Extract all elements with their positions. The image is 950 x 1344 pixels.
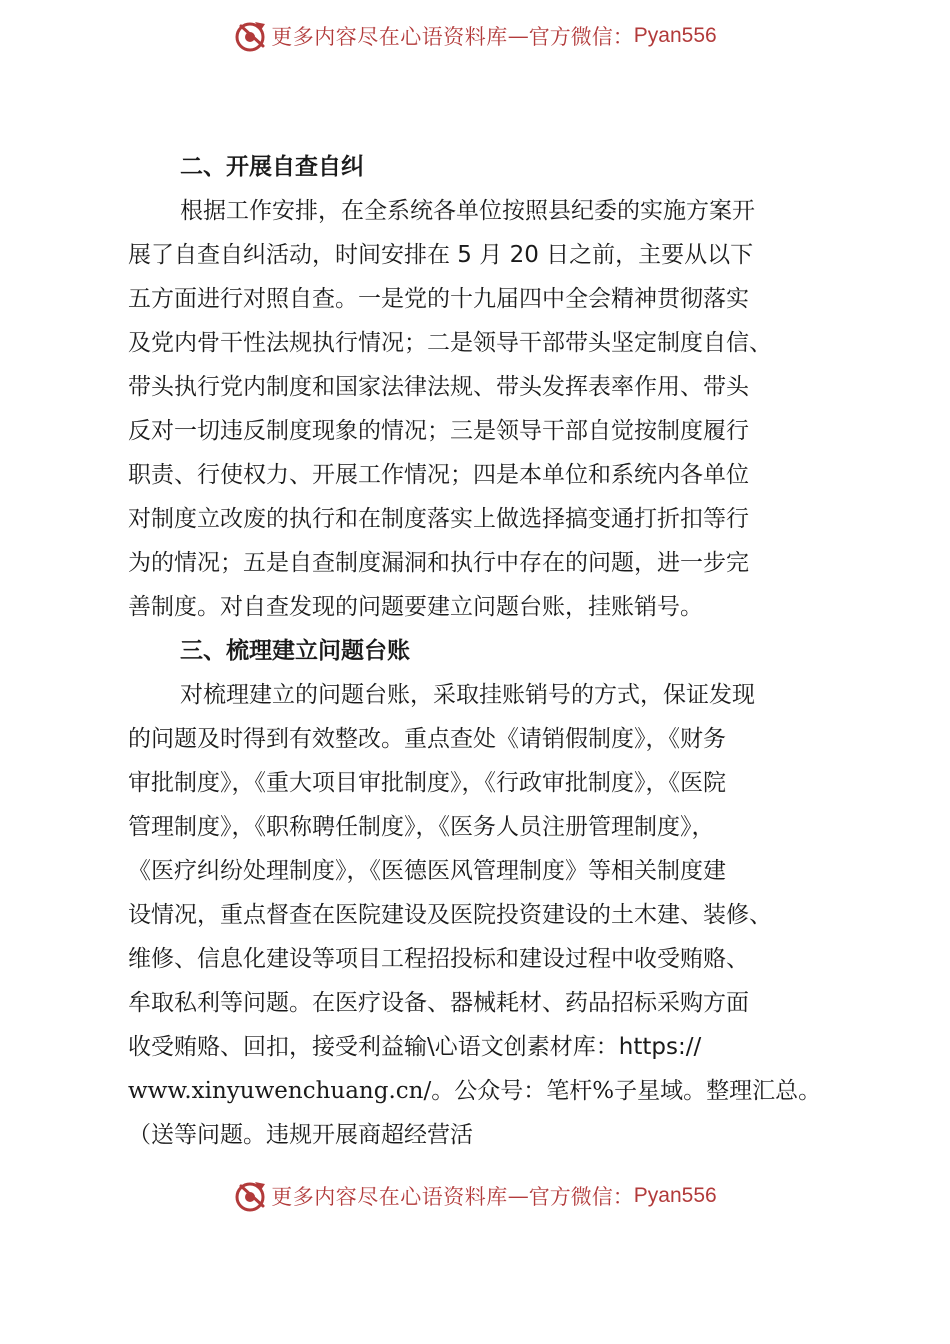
paragraph-line: （送等问题。违规开展商超经营活 <box>128 1122 473 1148</box>
paragraph-line: 善制度。对自查发现的问题要建立问题台账，挂账销号。 <box>128 594 703 620</box>
paragraph-line: 带头执行党内制度和国家法律法规、带头发挥表率作用、带头 <box>128 374 749 400</box>
paragraph-line: 维修、信息化建设等项目工程招投标和建设过程中收受贿赂、 <box>128 946 749 972</box>
banner-wechat-id: Pyan556 <box>633 24 717 47</box>
paragraph-line: www.xinyuwenchuang.cn/。公众号：笔杆%子星域。整理汇总。 <box>128 1078 822 1104</box>
banner-wechat-label: 官方微信： <box>528 1185 634 1209</box>
banner-text: 更多内容尽在心语资料库 <box>271 25 508 49</box>
paragraph-line: 及党内骨干性法规执行情况；二是领导干部带头坚定制度自信、 <box>128 330 772 356</box>
banner-wechat-label: 官方微信： <box>528 25 634 49</box>
paragraph-line: 展了自查自纠活动，时间安排在 5 月 20 日之前，主要从以下 <box>128 242 754 268</box>
banner-separator: — <box>507 24 529 48</box>
banner-text: 更多内容尽在心语资料库 <box>271 1185 508 1209</box>
paragraph-line: 牟取私利等问题。在医疗设备、器械耗材、药品招标采购方面 <box>128 990 749 1016</box>
document-body <box>128 145 838 1157</box>
footer-banner <box>0 1176 950 1216</box>
section-heading: 三、梳理建立问题台账 <box>180 638 410 664</box>
paragraph-line: 为的情况；五是自查制度漏洞和执行中存在的问题，进一步完 <box>128 550 749 576</box>
paragraph-line: 反对一切违反制度现象的情况；三是领导干部自觉按制度履行 <box>128 418 749 444</box>
paragraph-line: 对梳理建立的问题台账，采取挂账销号的方式，保证发现 <box>180 682 755 708</box>
brand-logo-icon <box>233 1178 269 1214</box>
section-heading: 二、开展自查自纠 <box>180 154 364 180</box>
paragraph-line: 的问题及时得到有效整改。重点查处《请销假制度》，《财务 <box>128 726 726 752</box>
paragraph-line: 对制度立改废的执行和在制度落实上做选择搞变通打折扣等行 <box>128 506 749 532</box>
paragraph-line: 收受贿赂、回扣，接受利益输\心语文创素材库：https:// <box>128 1034 702 1060</box>
brand-logo-icon <box>233 18 269 54</box>
paragraph-line: 管理制度》，《职称聘任制度》，《医务人员注册管理制度》， <box>128 814 715 840</box>
paragraph-line: 《医疗纠纷处理制度》，《医德医风管理制度》等相关制度建 <box>128 858 726 884</box>
banner-separator: — <box>507 1184 529 1208</box>
header-banner <box>0 16 950 56</box>
paragraph-line: 审批制度》，《重大项目审批制度》，《行政审批制度》，《医院 <box>128 770 726 796</box>
paragraph-line: 职责、行使权力、开展工作情况；四是本单位和系统内各单位 <box>128 462 749 488</box>
paragraph-line: 设情况，重点督查在医院建设及医院投资建设的土木建、装修、 <box>128 902 772 928</box>
banner-wechat-id: Pyan556 <box>633 1184 717 1207</box>
paragraph-line: 根据工作安排，在全系统各单位按照县纪委的实施方案开 <box>180 198 755 224</box>
paragraph-line: 五方面进行对照自查。一是党的十九届四中全会精神贯彻落实 <box>128 286 749 312</box>
